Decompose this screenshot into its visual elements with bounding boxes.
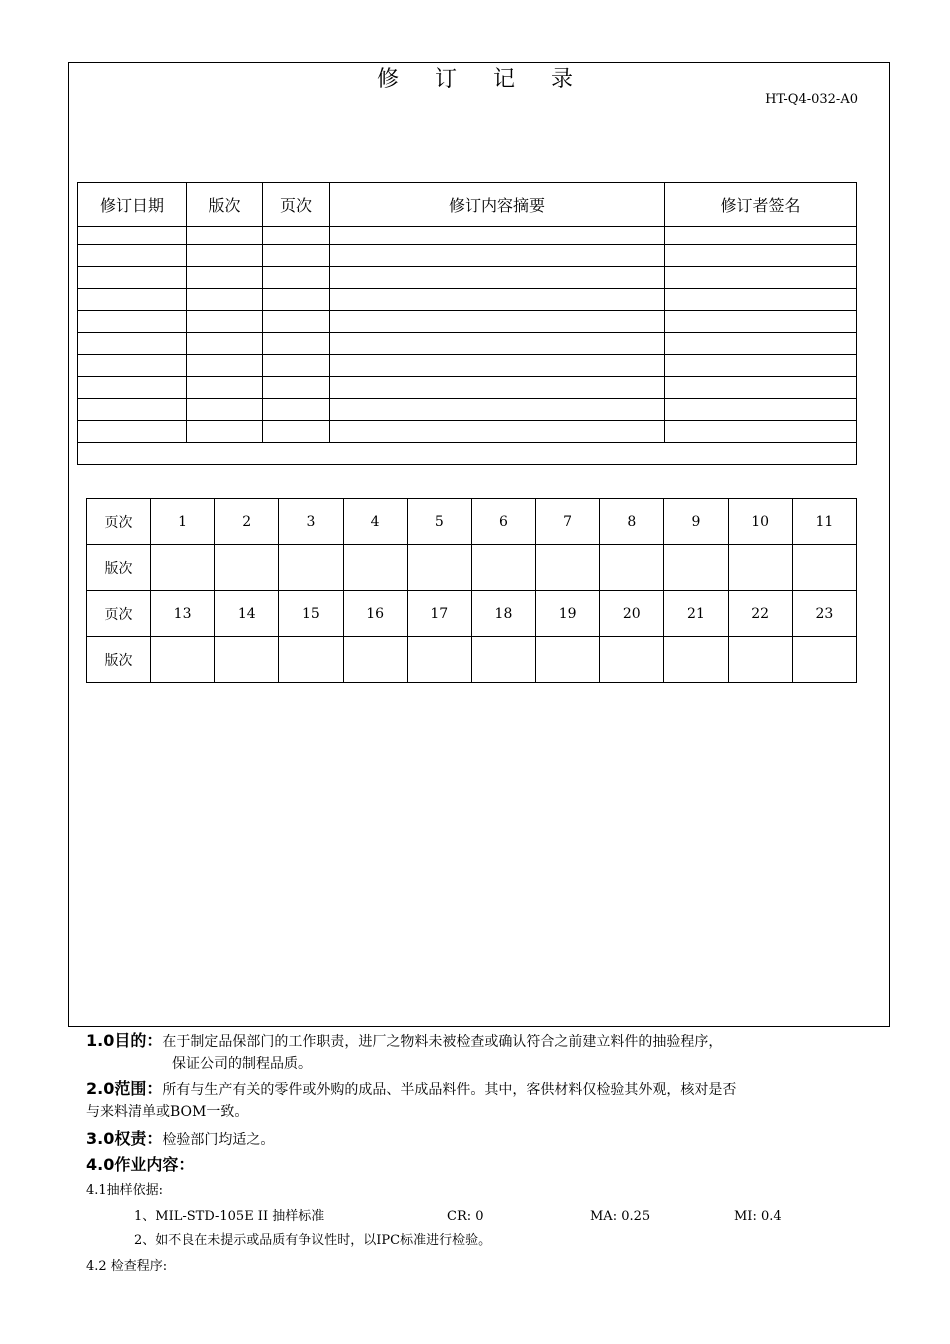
section-heading: 1.0目的： <box>86 1031 163 1050</box>
section-text: 在于制定品保部门的工作职责，进厂之物料未被检查或确认符合之前建立料件的抽验程序， <box>162 1034 723 1050</box>
page-number: 4 <box>343 499 407 545</box>
revision-row <box>78 333 857 355</box>
section-text: 与来料清单或BOM一致。 <box>86 1104 249 1120</box>
sampling-standard: 1、MIL-STD-105E II 抽样标准 <box>134 1209 325 1224</box>
section-heading: 2.0范围： <box>86 1079 163 1098</box>
page-number: 7 <box>536 499 600 545</box>
revision-row <box>78 421 857 443</box>
page-label: 页次 <box>87 499 151 545</box>
revision-row <box>78 311 857 333</box>
ipc-standard-note: 2、如不良在未提示或品质有争议性时，以IPC标准进行检验。 <box>134 1233 492 1248</box>
page-number: 11 <box>792 499 856 545</box>
page-number: 18 <box>471 591 535 637</box>
page-title: 修订记录 <box>376 67 609 92</box>
page-number: 10 <box>728 499 792 545</box>
revision-row <box>78 227 857 245</box>
col-revision-date: 修订日期 <box>78 183 187 227</box>
ma-value: MA: 0.25 <box>590 1209 651 1224</box>
page-number: 22 <box>728 591 792 637</box>
revision-row <box>78 399 857 421</box>
section-text: 检验部门均适之。 <box>162 1132 275 1148</box>
page-number: 14 <box>215 591 279 637</box>
page-number: 1 <box>151 499 215 545</box>
document-code: HT-Q4-032-A0 <box>765 92 858 107</box>
revision-row <box>78 267 857 289</box>
section-procedure <box>86 1154 866 1177</box>
page-number: 2 <box>215 499 279 545</box>
page-number: 15 <box>279 591 343 637</box>
page-label: 页次 <box>87 591 151 637</box>
version-label: 版次 <box>87 545 151 591</box>
cr-value: CR: 0 <box>447 1209 484 1224</box>
revision-row <box>78 377 857 399</box>
page-number: 23 <box>792 591 856 637</box>
section-scope <box>86 1078 866 1123</box>
section-purpose <box>86 1030 866 1075</box>
col-summary: 修订内容摘要 <box>330 183 665 227</box>
page-number: 3 <box>279 499 343 545</box>
section-text: 保证公司的制程品质。 <box>172 1056 312 1072</box>
page-number: 17 <box>407 591 471 637</box>
sampling-basis: 4.1抽样依据: <box>86 1183 164 1198</box>
inspection-procedure: 4.2 检查程序: <box>86 1259 168 1274</box>
page-number: 13 <box>151 591 215 637</box>
mi-value: MI: 0.4 <box>734 1209 782 1224</box>
page-number: 16 <box>343 591 407 637</box>
section-responsibility <box>86 1128 866 1151</box>
col-page: 页次 <box>263 183 330 227</box>
page-version-table <box>86 498 857 683</box>
revision-row <box>78 289 857 311</box>
page-number: 6 <box>471 499 535 545</box>
col-version: 版次 <box>187 183 263 227</box>
section-text: 所有与生产有关的零件或外购的成品、半成品料件。其中，客供材料仅检验其外观，核对是否 <box>162 1082 737 1098</box>
page-number: 21 <box>664 591 728 637</box>
col-reviser-signature: 修订者签名 <box>665 183 857 227</box>
page-number: 20 <box>600 591 664 637</box>
page-number: 19 <box>536 591 600 637</box>
page-number: 5 <box>407 499 471 545</box>
section-heading: 4.0作业内容： <box>86 1155 195 1174</box>
section-heading: 3.0权责： <box>86 1129 163 1148</box>
version-label: 版次 <box>87 637 151 683</box>
page-number: 9 <box>664 499 728 545</box>
revision-table <box>77 182 857 465</box>
revision-row <box>78 355 857 377</box>
revision-row <box>78 245 857 267</box>
page-number: 8 <box>600 499 664 545</box>
